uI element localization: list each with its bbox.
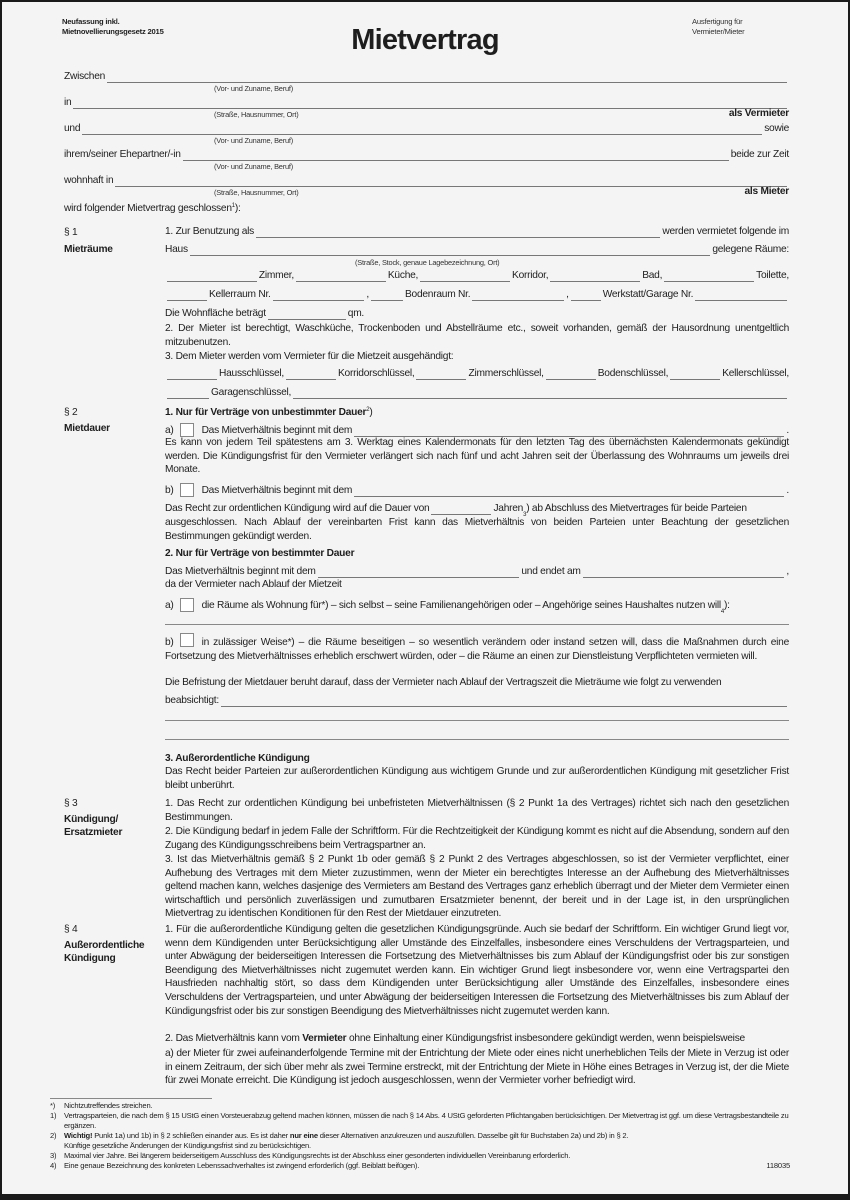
label: Toilette,: [756, 270, 789, 281]
option-2b-checkbox[interactable]: [180, 633, 194, 647]
garage-key-field[interactable]: [167, 389, 209, 399]
usage-field[interactable]: [256, 228, 660, 238]
label: Zwischen: [64, 71, 106, 82]
footnote-mark: 4): [50, 1161, 57, 1170]
tenant-address-row: [64, 174, 789, 187]
subheading: 3. Außerordentliche Kündigung: [165, 753, 310, 764]
label: Bodenraum Nr.: [405, 289, 471, 300]
field-caption: (Vor- und Zuname, Beruf): [214, 84, 293, 93]
fixed-end-date-field[interactable]: [583, 568, 785, 578]
paragraph: 3. Dem Mieter werden vom Vermieter für die Mietzeit ausgehändigt:: [165, 351, 454, 362]
text: wird folgender Mietvertrag geschlossen: [64, 203, 232, 214]
label: Das Mietverhältnis beginnt mit dem: [201, 485, 353, 496]
page-title: Mietvertrag: [351, 24, 499, 56]
footnote-text: Eine genaue Bezeichnung des konkreten Lebenssachverhaltes ist zwingend erforderlich (ggf. Beiblatt beifügen).: [64, 1161, 420, 1170]
label: .: [786, 425, 789, 436]
label: wohnhaft in: [64, 175, 114, 186]
footnote-mark: 1): [50, 1111, 57, 1120]
footnote: [50, 1151, 790, 1161]
label: Zimmerschlüssel,: [468, 368, 544, 379]
label: ihrem/seiner Ehepartner/-in: [64, 149, 181, 160]
footnote: [50, 1161, 790, 1171]
option-2a-field[interactable]: [165, 624, 789, 625]
field-caption: (Straße, Stock, genaue Lagebezeichnung, Ort): [355, 258, 500, 267]
label: Garagenschlüssel,: [211, 387, 292, 398]
label: Die Wohnfläche beträgt: [165, 308, 266, 319]
label: Bad,: [642, 270, 663, 281]
section-title: Außerordentliche: [64, 940, 145, 951]
option-2b-paragraph: [165, 633, 789, 663]
label: .: [786, 485, 789, 496]
label: Das Mietverhältnis beginnt mit dem: [201, 425, 353, 436]
section-title: Mieträume: [64, 244, 113, 255]
label: a): [165, 600, 174, 611]
text: ): [369, 407, 373, 418]
landlord-name-field[interactable]: [107, 73, 787, 83]
label: Das Recht zur ordentlichen Kündigung wird auf die Dauer von: [165, 503, 430, 514]
edition-note-line: Neufassung inkl.: [62, 17, 120, 26]
label: gelegene Räume:: [712, 244, 789, 255]
label: und endet am: [521, 566, 581, 577]
label: Das Mietverhältnis beginnt mit dem: [165, 566, 316, 577]
spouse-name-row: [64, 148, 789, 161]
paragraph: Die Befristung der Mietdauer beruht darauf, dass der Vermieter nach Ablauf der Vertragszeit die Mieträume wie folgt zu verwenden: [165, 677, 722, 688]
garage-count-field[interactable]: [571, 291, 601, 301]
intended-use-field[interactable]: [221, 697, 787, 707]
corridor-key-field[interactable]: [286, 370, 336, 380]
bath-count-field[interactable]: [550, 272, 640, 282]
label: Jahren: [493, 503, 524, 514]
cellar-count-field[interactable]: [167, 291, 207, 301]
subheading: [165, 406, 372, 420]
contract-page: [2, 2, 848, 1194]
label: Korridor,: [512, 270, 549, 281]
footnote-text: Nichtzutreffendes streichen.: [64, 1101, 153, 1110]
label: Bodenschlüssel,: [597, 368, 669, 379]
garage-key-row: [165, 386, 789, 399]
field-caption: (Straße, Hausnummer, Ort): [214, 110, 299, 119]
living-area-field[interactable]: [268, 310, 346, 320]
footnote: [50, 1131, 790, 1151]
attic-number-field[interactable]: [472, 291, 564, 301]
role-tenant: als Mieter: [744, 186, 789, 197]
option-2a-checkbox[interactable]: [180, 598, 194, 612]
label: b): [165, 637, 174, 648]
label: die Räume als Wohnung für*) – sich selbst – seine Familienangehörigen oder – Angehörige seines Haushaltes nutzen will: [201, 600, 721, 611]
label: ):: [723, 600, 730, 611]
form-number: 118035: [766, 1161, 790, 1170]
intended-use-field-line[interactable]: [165, 739, 789, 740]
text: dieser Alternativen anzukreuzen und auszufüllen. Dasselbe gilt für Buchstaben 2a) und 2b) in § 2.: [317, 1131, 629, 1140]
exclusion-years-field[interactable]: [431, 505, 491, 515]
option-1b-row: [165, 483, 789, 497]
usage-row: [165, 225, 789, 238]
paragraph: da der Vermieter nach Ablauf der Mietzeit: [165, 579, 342, 590]
text: nur eine: [289, 1131, 318, 1140]
option-1b-checkbox[interactable]: [180, 483, 194, 497]
section-number: § 3: [64, 798, 78, 809]
landlord-name-row: [64, 70, 789, 83]
footnote-ref: 2: [366, 407, 370, 413]
footnote-mark: 2): [50, 1131, 57, 1140]
text: Künftige gesetzliche Änderungen der Kündigungsfrist sind zu berücksichtigen.: [64, 1141, 311, 1150]
label: beabsichtigt:: [165, 695, 219, 706]
label: a): [165, 425, 174, 436]
field-caption: (Straße, Hausnummer, Ort): [214, 188, 299, 197]
text: Punkt 1a) und 1b) in § 2 schließen einander aus. Es ist daher: [92, 1131, 290, 1140]
label: Kellerraum Nr.: [209, 289, 271, 300]
rooms-count-field[interactable]: [167, 272, 257, 282]
tenant-name-row: [64, 122, 789, 135]
label: ) ab Abschluss des Mietvertrages für beide Parteien: [526, 503, 747, 514]
intended-use-row: [165, 694, 789, 707]
paragraph: Es kann von jedem Teil spätestens am 3. Werktag eines Kalendermonats für den letzten Tag des übernächsten Kalendermonats gekündigt werden. Die Kündigungsfrist für den Vermieter verlängert sich nach fünf und acht Jahren seit der Überlassung des Wohnraums um jeweils drei Monate.: [165, 437, 789, 476]
paragraph: [165, 1032, 789, 1046]
label: beide zur Zeit: [730, 149, 789, 160]
footnote-mark: *): [50, 1101, 56, 1110]
field-caption: (Vor- und Zuname, Beruf): [214, 136, 293, 145]
label: Küche,: [387, 270, 419, 281]
section-title: Kündigung: [64, 953, 116, 964]
attic-count-field[interactable]: [371, 291, 403, 301]
house-row: [165, 243, 789, 256]
section-title: Ersatzmieter: [64, 827, 123, 838]
text: 1. Nur für Verträge von unbestimmter Dauer: [165, 407, 367, 418]
paragraph: 3. Ist das Mietverhältnis gemäß § 2 Punkt 1b oder gemäß § 2 Punkt 2 des Vertrages abgeschlossen, so ist der Vermieter verpflichtet, einer Aufhebung des Vertrages mit dem Mieter zuzustimmen, wenn der Mieter ein berechtigtes Interesse an der Aufhebung des Mietverhältnisses geltend machen kann, welches dasjenige des Vermieters am Bestand des Vertrages ganz erheblich überragt und der Mieter dem Vermieter einen wirtschaftlich und persönlich zuverlässigen und zumutbaren Ersatzmieter benennt, der bereit und in der Lage ist, in den ursprünglichen Mietvertrag zu identischen Konditionen für den Rest der Mietdauer einzutreten.: [165, 854, 789, 920]
paragraph: a) der Mieter für zwei aufeinanderfolgende Termine mit der Entrichtung der Miete oder eines nicht unerheblichen Teils der Miete in Verzug ist oder in einem Zeitraum, der sich über mehr als zwei Termine erstreckt, mit der Entrichtung der Miete in Höhe eines Betrages in Verzug ist, der die Miete für zwei Monate erreicht. Die Kündigung ist jedoch ausgeschlossen, wenn der Vermieter vorher befriedigt wird.: [165, 1048, 789, 1087]
label: und: [64, 123, 81, 134]
exclusion-row: Das Recht zur ordentlichen Kündigung wird auf die Dauer von Jahren 3 ) ab Abschluss des Mietvertrages für beide Parteien: [165, 502, 789, 515]
kitchen-count-field[interactable]: [296, 272, 386, 282]
cellar-number-field[interactable]: [273, 291, 365, 301]
house-key-field[interactable]: [167, 370, 217, 380]
role-landlord: als Vermieter: [728, 108, 789, 119]
footnote-ref: 1: [231, 203, 235, 209]
label: Werkstatt/Garage Nr.: [602, 289, 694, 300]
fixed-term-row: [165, 565, 789, 578]
tenant-address-field[interactable]: [115, 177, 787, 187]
label: sowie: [764, 123, 789, 134]
copy-note: [692, 17, 745, 37]
text: ):: [234, 203, 241, 214]
garage-number-field[interactable]: [695, 291, 787, 301]
landlord-address-field[interactable]: [73, 99, 787, 109]
label: b): [165, 485, 174, 496]
footnote-text: Vertragsparteien, die nach dem § 15 UStG einen Vorsteuerabzug geltend machen können, müssen die nach § 14 Abs. 4 UStG geforderten Pflichtangaben berücksichtigen. Der Mietvertrag ist ggf. um diese Vertragsbestandteile zu ergänzen.: [64, 1111, 789, 1130]
paragraph: Das Recht beider Parteien zur außerordentlichen Kündigung aus wichtigem Grunde und zur außerordentlichen Kündigung mit gesetzlicher Frist bleibt unberührt.: [165, 766, 789, 791]
rooms-row: [165, 269, 789, 282]
text: ohne Einhaltung einer Kündigungsfrist insbesondere gekündigt werden, wenn beispielsweise: [346, 1033, 745, 1044]
option-1a-row: [165, 423, 789, 437]
paragraph: 2. Die Kündigung bedarf in jedem Falle der Schriftform. Für die Rechtzeitigkeit der Kündigung kommt es nicht auf die Absendung, sondern auf den Zugang des Kündigungsschreibens beim Vertragspartner an.: [165, 826, 789, 851]
subheading: 2. Nur für Verträge von bestimmter Dauer: [165, 548, 355, 559]
text: Wichtig!: [64, 1131, 93, 1140]
footnote: [50, 1101, 790, 1111]
footnote-text: Maximal vier Jahre. Bei längerem beiderseitigem Ausschluss des Kündigungsrechts ist der Abschluss einer gesonderten individuellen Vereinbarung erforderlich.: [64, 1151, 571, 1160]
text: Vermieter: [302, 1033, 347, 1044]
copy-note-line: Vermieter/Mieter: [692, 27, 745, 36]
field-caption: (Vor- und Zuname, Beruf): [214, 162, 293, 171]
start-date-1b-field[interactable]: [354, 487, 784, 497]
other-keys-field[interactable]: [293, 389, 787, 399]
label: werden vermietet folgende im: [662, 226, 789, 237]
footnotes: [50, 1101, 790, 1171]
label: Korridorschlüssel,: [338, 368, 415, 379]
paragraph: 2. Der Mieter ist berechtigt, Waschküche, Trockenboden und Abstellräume etc., soweit vorhanden, gemäß der Hausordnung unentgeltlich mitzubenutzen.: [165, 323, 789, 348]
label: ,: [566, 289, 569, 300]
label: 1. Zur Benutzung als: [165, 226, 255, 237]
text: 2. Das Mietverhältnis kann vom: [165, 1033, 303, 1044]
label: ,: [786, 566, 790, 577]
footnote-mark: 3): [50, 1151, 57, 1160]
fixed-start-date-field[interactable]: [318, 568, 520, 578]
label: Hausschlüssel,: [219, 368, 285, 379]
label: Zimmer,: [258, 270, 294, 281]
corridor-count-field[interactable]: [420, 272, 510, 282]
option-1a-checkbox[interactable]: [180, 423, 194, 437]
closing-text: [64, 202, 241, 216]
label: qm.: [347, 308, 365, 319]
footnote-divider: [50, 1098, 212, 1099]
section-number: § 2: [64, 407, 78, 418]
living-area-row: [165, 307, 364, 320]
cellar-key-field[interactable]: [670, 370, 720, 380]
paragraph: ausgeschlossen. Nach Ablauf der vereinbarten Frist kann das Mietverhältnis von beiden Parteien unter Beachtung der gesetzlichen Bestimmungen gekündigt werden.: [165, 517, 789, 542]
paragraph: 1. Das Recht zur ordentlichen Kündigung bei unbefristeten Mietverhältnissen (§ 2 Punkt 1a des Vertrages) richtet sich nach den gesetzlichen Bestimmungen.: [165, 798, 789, 823]
intended-use-field-line[interactable]: [165, 720, 789, 721]
edition-note-line: Mietnovellierungsgesetz 2015: [62, 27, 164, 36]
attic-key-field[interactable]: [546, 370, 596, 380]
toilet-count-field[interactable]: [664, 272, 754, 282]
section-number: § 1: [64, 227, 78, 238]
copy-note-line: Ausfertigung für: [692, 17, 743, 26]
keys-row: [165, 367, 789, 380]
room-key-field[interactable]: [416, 370, 466, 380]
section-title: Kündigung/: [64, 814, 119, 825]
text: in zulässiger Weise*) – die Räume beseitigen – so wesentlich verändern oder instand setzen will, dass die Maßnahmen durch eine Fortsetzung des Mietverhältnisses erheblich erschwert würden, oder – die Räume an einen zur Dienstleistung Verpflichteten vermieten will.: [165, 637, 789, 662]
landlord-address-row: [64, 96, 789, 109]
section-number: § 4: [64, 924, 78, 935]
storage-row: [165, 288, 789, 301]
label: in: [64, 97, 72, 108]
section-title: Mietdauer: [64, 423, 110, 434]
label: Haus: [165, 244, 188, 255]
option-2a-row: a) die Räume als Wohnung für*) – sich selbst – seine Familienangehörigen oder – Angehörige seines Haushaltes nutzen will 4 ):: [165, 600, 730, 615]
label: Kellerschlüssel,: [722, 368, 789, 379]
house-field[interactable]: [190, 246, 711, 256]
footnote: [50, 1111, 790, 1131]
spouse-name-field[interactable]: [183, 151, 729, 161]
tenant-name-field[interactable]: [82, 125, 762, 135]
label: ,: [366, 289, 370, 300]
paragraph: 1. Für die außerordentliche Kündigung gelten die gesetzlichen Kündigungsgründe. Auch sie bedarf der Schriftform. Ein wichtiger Grund liegt vor, wenn dem Kündigenden unter Berücksichtigung aller Umstände des Einzelfalles, insbesondere eines Verschuldens der Vertragsparteien, und unter Abwägung der beiderseitigen Interessen die Fortsetzung des Mietverhältnisses bis zum Ablauf der Kündigungsfrist oder bis zur sonstigen Beendigung des Mietverhältnisses nicht zugemutet werden kann. Ein wichtiger Grund liegt insbesondere vor, wenn eine Vertragspartei den Hausfrieden nachhaltig stört, so dass dem Kündigenden unter Berücksichtigung aller Umstände des Einzelfalles, insbesondere eines Verschuldens der Vertragsparteien, und unter Abwägung der beiderseitigen Interessen die Fortsetzung des Mietverhältnisses bis zum Ablauf der Kündigungsfrist oder bis zur sonstigen Beendigung des Mietverhältnisses nicht zugemutet werden kann.: [165, 924, 789, 1017]
